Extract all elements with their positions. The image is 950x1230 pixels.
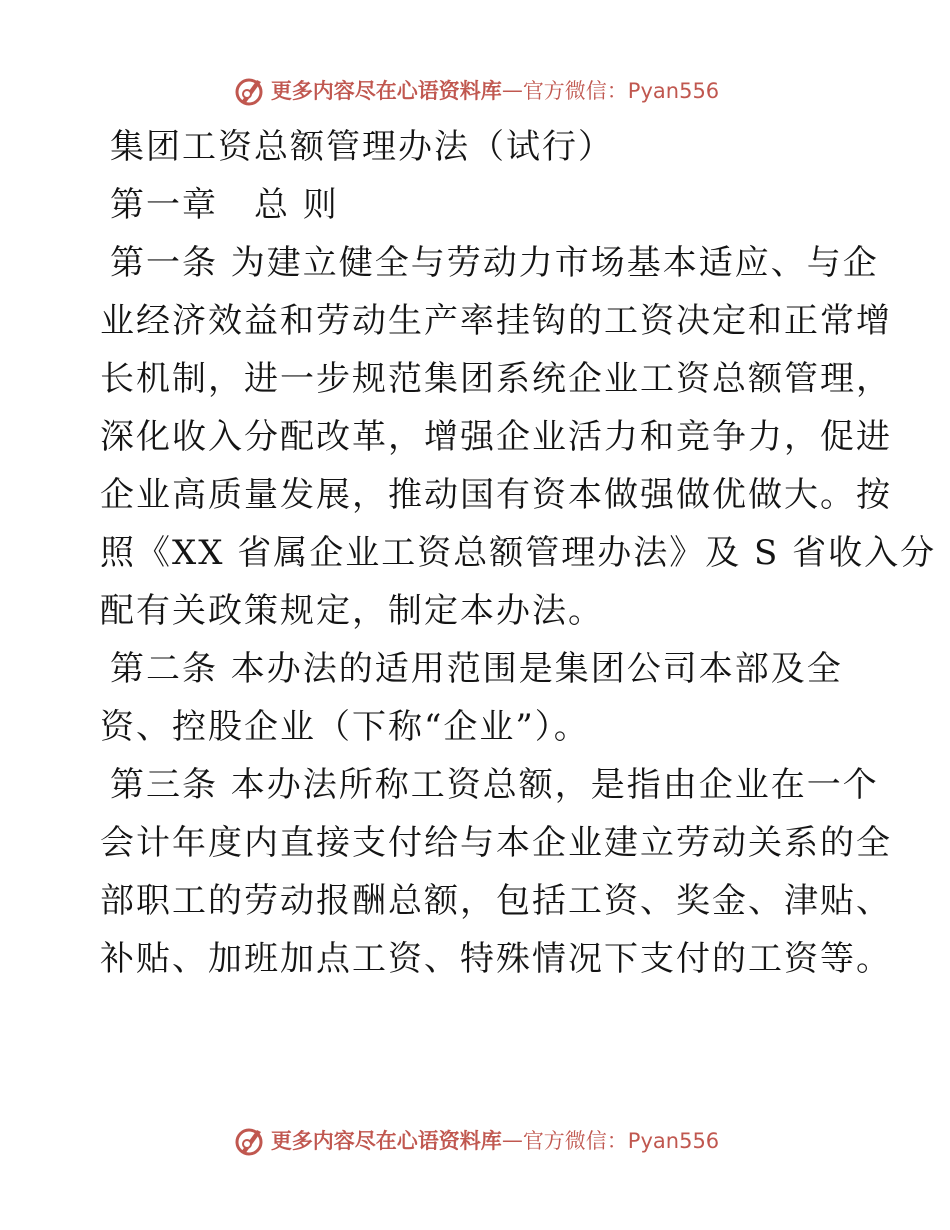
article-3-line: 补贴、加班加点工资、特殊情况下支付的工资等。 (100, 939, 892, 979)
document-body (100, 118, 937, 988)
article-3-line: 会计年度内直接支付给与本企业建立劳动关系的全 (100, 823, 892, 863)
article-1-line: 深化收入分配改革，增强企业活力和竞争力，促进 (100, 417, 892, 457)
banner-text: 更多内容尽在心语资料库 (270, 78, 502, 103)
banner-wechat: 官方微信：Pyan556 (522, 1129, 720, 1153)
article-3-line: 部职工的劳动报酬总额，包括工资、奖金、津贴、 (100, 881, 892, 921)
banner-text: 更多内容尽在心语资料库 (270, 1128, 502, 1153)
document-title: 集团工资总额管理办法（试行） (110, 127, 614, 167)
article-1-line: 照《XX 省属企业工资总额管理办法》及 S 省收入分 (100, 533, 937, 573)
header-watermark-banner (0, 70, 950, 110)
article-1-line: 第一条 为建立健全与劳动力市场基本适应、与企 (110, 243, 879, 283)
article-2-line: 资、控股企业（下称“企业”）。 (100, 707, 590, 747)
banner-dash: — (501, 78, 523, 102)
article-2 (100, 640, 860, 756)
quill-logo-icon (231, 1122, 267, 1158)
article-3 (100, 756, 892, 988)
article-3-line: 第三条 本办法所称工资总额，是指由企业在一个 (110, 765, 879, 805)
article-1-line: 企业高质量发展，推动国有资本做强做优做大。按 (100, 475, 892, 515)
banner-wechat: 官方微信：Pyan556 (522, 79, 720, 103)
article-1 (100, 234, 937, 640)
article-1-line: 配有关政策规定，制定本办法。 (100, 591, 604, 631)
article-1-line: 长机制，进一步规范集团系统企业工资总额管理， (100, 359, 892, 399)
quill-logo-icon (231, 72, 267, 108)
banner-dash: — (501, 1128, 523, 1152)
article-2-line: 第二条 本办法的适用范围是集团公司本部及全 (110, 649, 843, 689)
chapter-heading: 第一章 总 则 (110, 185, 339, 225)
article-1-line: 业经济效益和劳动生产率挂钩的工资决定和正常增 (100, 301, 892, 341)
footer-watermark-banner (0, 1120, 950, 1160)
